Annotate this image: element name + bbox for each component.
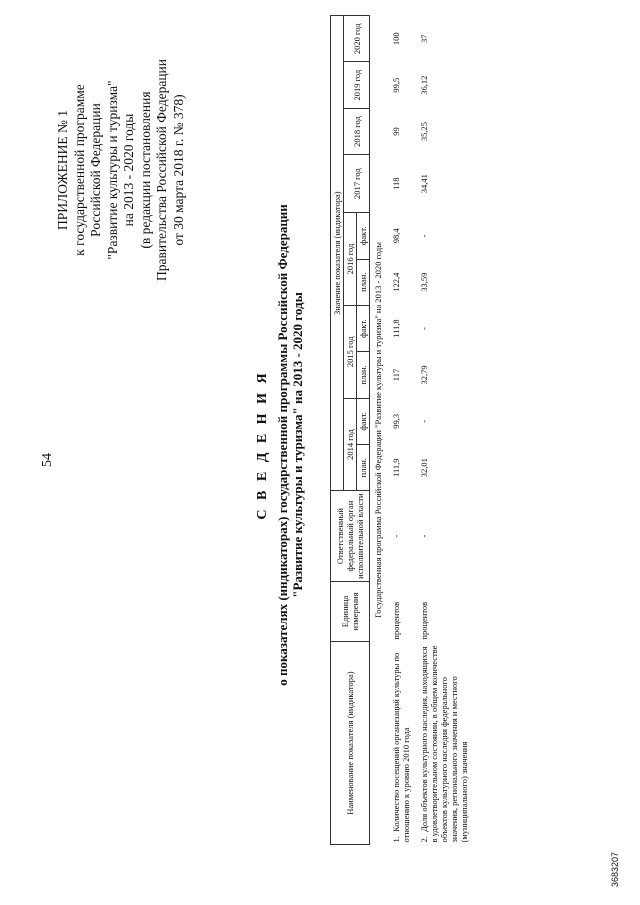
header-fact: факт. — [357, 213, 370, 259]
section-title: Государственная программа Российской Федерации "Развитие культуры и туризма" на 2013 - 2020 годы — [373, 242, 383, 618]
value-cell: - — [419, 327, 429, 331]
header-plan: план. — [357, 259, 370, 305]
appendix-line: на 2013 - 2020 годы — [121, 113, 136, 227]
indicator-name: Количество посещений организаций культуры по отношению к уровню 2010 года — [391, 652, 411, 843]
header-unit: Единица измерения — [331, 581, 370, 641]
page-number: 54 — [40, 453, 55, 467]
appendix-line: от 30 марта 2018 г. № 378) — [170, 94, 186, 246]
appendix-line: (в редакции постановления — [137, 91, 153, 249]
indicator-cell — [415, 642, 473, 845]
header-fact: факт. — [357, 398, 370, 444]
title-main: С В Е Д Е Н И Я — [255, 370, 270, 520]
value-cell: 111,9 — [391, 458, 401, 477]
document-id: 3683207 — [610, 851, 620, 887]
title-subtitle: о показателях (индикаторах) государственной программы Российской Федерации — [275, 204, 290, 686]
header-year-2015: 2015 год — [344, 305, 357, 398]
appendix-header — [55, 35, 187, 305]
appendix-line: ПРИЛОЖЕНИЕ № 1 — [55, 109, 70, 231]
value-cell: 35,25 — [419, 121, 429, 142]
value-cell: 98,4 — [391, 228, 401, 244]
header-year-2017: 2017 год — [344, 155, 370, 213]
document-title — [255, 135, 305, 755]
header-values-group: Значение показателя (индикатора) — [331, 16, 344, 491]
header-authority: Ответственный федеральный орган исполнительной власти — [331, 491, 370, 581]
header-plan: план. — [357, 445, 370, 491]
value-cell: 117 — [391, 368, 401, 382]
table-row — [415, 16, 473, 845]
appendix-line: "Развитие культуры и туризма" — [104, 80, 120, 260]
appendix-line: Российской Федерации — [88, 103, 103, 237]
appendix-line: к государственной программе — [71, 84, 87, 256]
value-cell: 118 — [391, 177, 401, 190]
indicators-table — [330, 15, 473, 845]
header-fact: факт. — [357, 305, 370, 351]
authority-cell: - — [419, 534, 429, 538]
indicator-cell — [387, 642, 415, 845]
value-cell: 99 — [391, 127, 401, 136]
unit-cell: процентов — [391, 601, 401, 640]
value-cell: 122,4 — [391, 272, 401, 292]
value-cell: 33,59 — [419, 272, 429, 292]
header-year-2014: 2014 год — [344, 398, 357, 491]
unit-cell: процентов — [419, 601, 429, 640]
appendix-line: Правительства Российской Федерации — [154, 59, 169, 281]
header-year-2020: 2020 год — [344, 16, 370, 62]
indicator-name: Доля объектов культурного наследия, находящихся в удовлетворительном состоянии, в общем количестве объектов культурного наследия федерального значения, регионального значения и местного (муниципального) значения — [419, 645, 469, 843]
value-cell: 37 — [419, 34, 429, 43]
value-cell: 99,5 — [391, 77, 401, 93]
authority-cell: - — [391, 534, 401, 538]
header-year-2018: 2018 год — [344, 108, 370, 154]
table-row — [387, 16, 415, 845]
header-year-2016: 2016 год — [344, 213, 357, 306]
value-cell: 32,79 — [419, 365, 429, 385]
title-program: "Развитие культуры и туризма" на 2013 - 2020 годы — [290, 292, 305, 598]
value-cell: - — [419, 234, 429, 238]
value-cell: 32,01 — [419, 458, 429, 478]
value-cell: 34,41 — [419, 174, 429, 194]
value-cell: - — [419, 419, 429, 423]
value-cell: 36,12 — [419, 75, 429, 95]
row-number: 2. — [419, 836, 429, 843]
header-name: Наименование показателя (индикатора) — [331, 642, 370, 845]
row-number: 1. — [391, 836, 401, 843]
value-cell: 99,3 — [391, 413, 401, 429]
header-plan: план. — [357, 352, 370, 398]
value-cell: 100 — [391, 32, 401, 46]
header-year-2019: 2019 год — [344, 62, 370, 108]
value-cell: 111,8 — [391, 319, 401, 338]
